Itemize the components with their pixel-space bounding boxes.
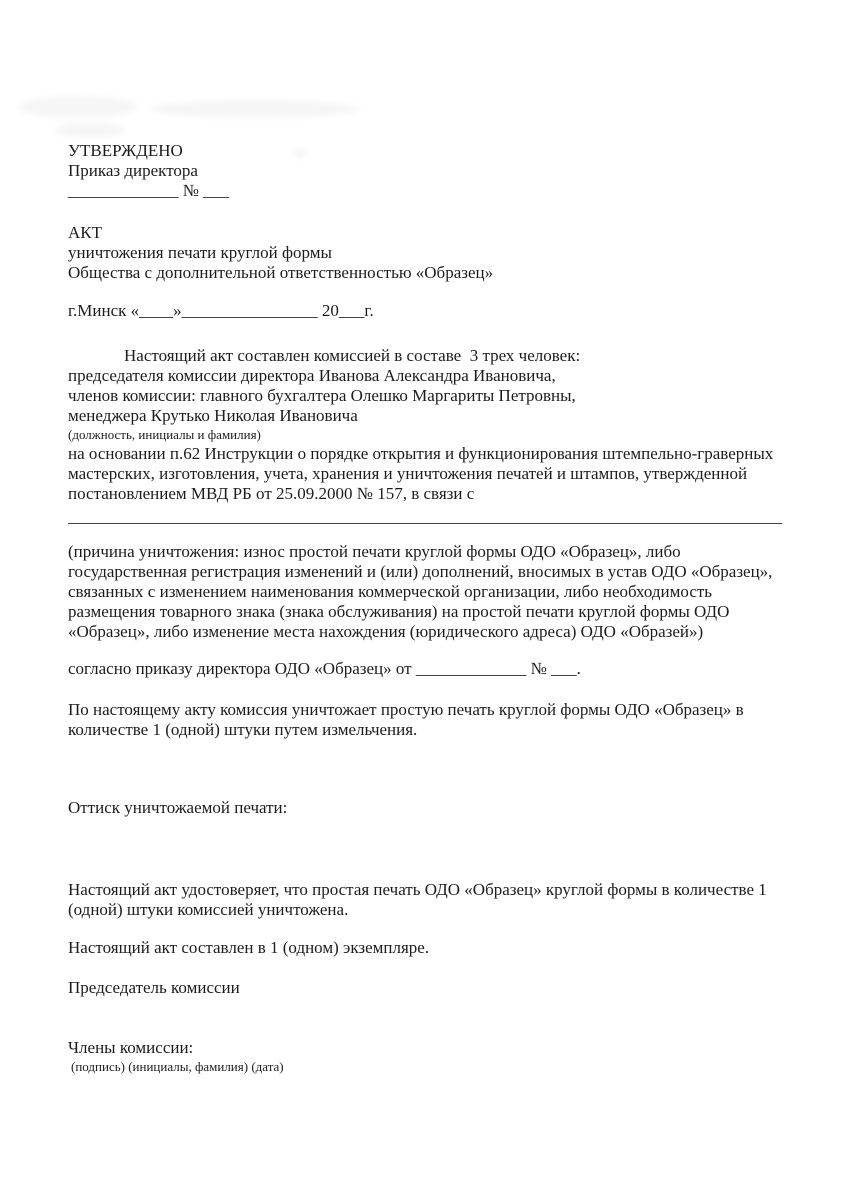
reason-line: связанных с изменением наименования коммерческой организации, либо необходимость [68, 582, 713, 601]
certify-line: (одной) штуки комиссией уничтожена. [68, 900, 349, 919]
destruction-line: По настоящему акту комиссия уничтожает простую печать круглой формы ОДО «Образец» в [68, 700, 744, 719]
destruction-block [68, 700, 783, 740]
certify-block [68, 880, 783, 920]
scan-artifact [55, 122, 125, 138]
approval-block [68, 141, 783, 201]
destruction-line: количестве 1 (одной) штуки путем измельчения. [68, 720, 418, 739]
certify-line: Настоящий акт удостоверяет, что простая печать ОДО «Образец» круглой формы в количестве 1 [68, 880, 767, 899]
company-name-line: Общества с дополнительной ответственностью «Образец» [68, 263, 494, 282]
scan-artifact [150, 100, 360, 118]
reason-line: «Образец», либо изменение места нахождения (юридического адреса) ОДО «Образей») [68, 622, 704, 641]
members-label: Члены комиссии: [68, 1038, 194, 1057]
document-subtitle: уничтожения печати круглой формы [68, 243, 332, 262]
order-reference-line: согласно приказу директора ОДО «Образец» от _____________ № ___. [68, 659, 581, 678]
basis-block [68, 444, 783, 504]
reason-line: государственная регистрация изменений и (или) дополнений, вносимых в устав ОДО «Образец», [68, 562, 773, 581]
commission-block [68, 346, 783, 444]
reason-line: размещения товарного знака (знака обслуживания) на простой печати круглой формы ОДО [68, 602, 730, 621]
basis-line: постановлением МВД РБ от 25.09.2000 № 157, в связи с [68, 484, 475, 503]
blank-fill-line: ____________________________________________________________________________________ [68, 507, 782, 526]
scan-artifact [18, 96, 138, 118]
document-title: АКТ [68, 223, 102, 242]
basis-line: мастерских, изготовления, учета, хранения и уничтожения печатей и штампов, утвержденной [68, 464, 748, 483]
commission-note: (должность, инициалы и фамилия) [68, 427, 261, 442]
title-block [68, 223, 783, 283]
commission-intro-line: Настоящий акт составлен комиссией в составе 3 трех человек: [124, 346, 581, 365]
commission-member-line: членов комиссии: главного бухгалтера Олешко Маргариты Петровны, [68, 386, 576, 405]
chairman-label: Председатель комиссии [68, 978, 240, 997]
reason-block [68, 542, 783, 642]
members-block [68, 1038, 783, 1076]
members-note: (подпись) (инициалы, фамилия) (дата) [71, 1059, 284, 1074]
basis-line: на основании п.62 Инструкции о порядке открытия и функционирования штемпельно-граверных [68, 444, 774, 463]
imprint-label: Оттиск уничтожаемой печати: [68, 798, 288, 817]
approval-order-line: Приказ директора [68, 161, 198, 180]
document-content [68, 141, 783, 1076]
commission-chairman-line: председателя комиссии директора Иванова Александра Ивановича, [68, 366, 556, 385]
place-date-line: г.Минск «____»________________ 20___г. [68, 301, 374, 320]
approval-number-blank: _____________ № ___ [68, 181, 229, 200]
approval-heading: УТВЕРЖДЕНО [68, 141, 183, 160]
commission-member-line: менеджера Крутько Николая Ивановича [68, 406, 358, 425]
reason-line: (причина уничтожения: износ простой печати круглой формы ОДО «Образец», либо [68, 542, 681, 561]
copies-line: Настоящий акт составлен в 1 (одном) экземпляре. [68, 938, 430, 957]
